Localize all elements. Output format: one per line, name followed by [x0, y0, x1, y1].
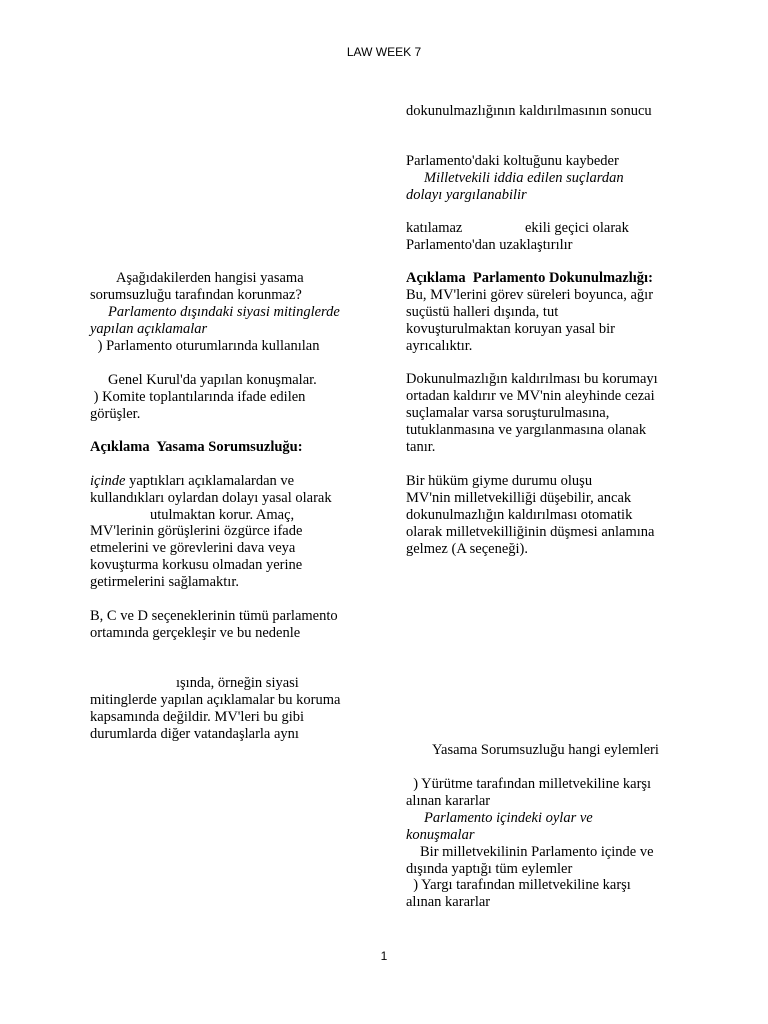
option-text: Genel Kurul'da yapılan konuşmalar.: [108, 372, 317, 388]
text-line: MV'nin milletvekilliği düşebilir, ancak: [406, 490, 632, 506]
text-line: utulmaktan korur. Amaç,: [150, 507, 295, 523]
text-line: katılamaz: [406, 220, 463, 236]
option-text: dışında yaptığı tüm eylemler: [406, 861, 573, 877]
text-line: tutuklanmasına ve yargılanmasına olanak: [406, 422, 647, 438]
option-text: ) Yargı tarafından milletvekiline karşı: [406, 877, 631, 893]
text-line: getirmelerini sağlamaktır.: [90, 574, 239, 590]
text-line: MV'lerinin görüşlerini özgürce ifade: [90, 523, 303, 539]
text-line: gelmez (A seçeneği).: [406, 541, 528, 557]
text-line: suçüstü halleri dışında, tut: [406, 304, 559, 320]
text-line: Parlamento'daki koltuğunu kaybeder: [406, 153, 619, 169]
page-header: LAW WEEK 7: [346, 45, 422, 59]
text-line: kovuşturma korkusu olmadan yerine: [90, 557, 303, 573]
section-heading: Açıklama Yasama Sorumsuzluğu:: [90, 439, 303, 455]
question-text: Yasama Sorumsuzluğu hangi eylemleri: [432, 742, 659, 758]
text-line: Milletvekili iddia edilen suçlardan: [424, 170, 624, 186]
option-text: ) Yürütme tarafından milletvekiline karşı: [406, 776, 652, 792]
option-text: ) Komite toplantılarında ifade edilen: [90, 389, 306, 405]
text-line: Parlamento'dan uzaklaştırılır: [406, 237, 573, 253]
text-line: kovuşturulmaktan koruyan yasal bir: [406, 321, 615, 337]
text-line: B, C ve D seçeneklerinin tümü parlamento: [90, 608, 338, 624]
text-line: etmelerini ve görevlerini dava veya: [90, 540, 296, 556]
option-text: alınan kararlar: [406, 793, 491, 809]
option-text: görüşler.: [90, 406, 141, 422]
option-text: Parlamento dışındaki siyasi mitinglerde: [108, 304, 340, 320]
option-text: alınan kararlar: [406, 894, 491, 910]
option-text: ) Parlamento oturumlarında kullanılan: [94, 338, 320, 354]
text-line: ayrıcalıktır.: [406, 338, 473, 354]
text-line: ortamında gerçekleşir ve bu nedenle: [90, 625, 301, 641]
text-line: mitinglerde yapılan açıklamalar bu koruma: [90, 692, 341, 708]
text-line: [90, 473, 294, 490]
text-line: olarak milletvekilliğinin düşmesi anlamına: [406, 524, 655, 540]
text-line: kullandıkları oylardan dolayı yasal olarak: [90, 490, 332, 506]
text-line: Bu, MV'lerini görev süreleri boyunca, ağır: [406, 287, 654, 303]
text-line: dolayı yargılanabilir: [406, 187, 527, 203]
option-text: yapılan açıklamalar: [90, 321, 208, 337]
text-line: dokunulmazlığının kaldırılmasının sonucu: [406, 103, 652, 119]
text-line: Dokunulmazlığın kaldırılması bu korumayı: [406, 371, 658, 387]
option-text: Parlamento içindeki oylar ve: [424, 810, 593, 826]
text-line: durumlarda diğer vatandaşlarla aynı: [90, 726, 299, 742]
text-line: kapsamında değildir. MV'leri bu gibi: [90, 709, 305, 725]
question-text: sorumsuzluğu tarafından korunmaz?: [90, 287, 302, 303]
page-number: 1: [380, 949, 388, 963]
section-heading: Açıklama Parlamento Dokunulmazlığı:: [406, 270, 653, 286]
option-text: konuşmalar: [406, 827, 475, 843]
emphasis-text: içinde: [90, 473, 126, 489]
text-line: ortadan kaldırır ve MV'nin aleyhinde cezai: [406, 388, 655, 404]
text-line: ekili geçici olarak: [525, 220, 629, 236]
option-text: Bir milletvekilinin Parlamento içinde ve: [420, 844, 654, 860]
text-line: dokunulmazlığın kaldırılması otomatik: [406, 507, 633, 523]
text-line: Bir hüküm giyme durumu oluşu: [406, 473, 593, 489]
text-line: ışında, örneğin siyasi: [176, 675, 299, 691]
text-span: yaptıkları açıklamalardan ve: [125, 473, 295, 489]
question-text: Aşağıdakilerden hangisi yasama: [116, 270, 304, 286]
text-line: tanır.: [406, 439, 436, 455]
text-line: suçlamalar varsa soruşturulmasına,: [406, 405, 610, 421]
